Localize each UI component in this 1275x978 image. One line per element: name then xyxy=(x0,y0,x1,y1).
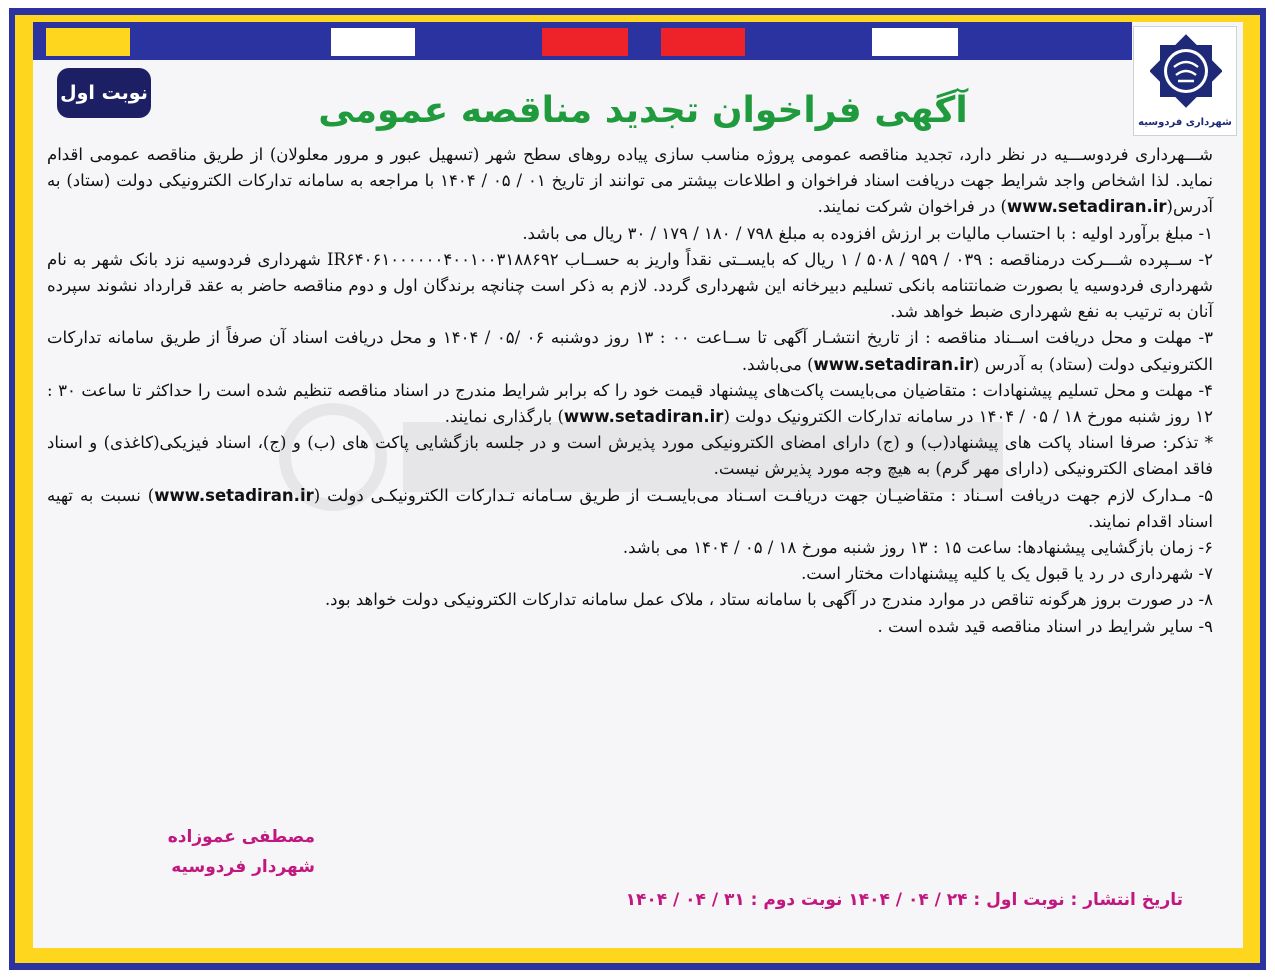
stripe-red xyxy=(661,28,745,56)
clause-text: ۲- ســپرده شـــرکت درمناقصه : ۰۳۹ / ۹۵۹ / ۵۰۸ / ۱ ریال که بایســتی نقداً واریز به حســاب IR۶۴۰۶۱۰۰۰۰۰۰۴۰۰۱۰۰۳۱۸۸۶۹۲ شهرداری فردوسیه نزد بانک شهر به نام شهرداری فردوسیه یا بصورت ضمانتنامه بانکی تسلیم دبیرخانه این شهرداری گردد. لازم به ذکر است چنانچه برندگان اول و دوم مناقصه حاضر به عقد قرارداد نشوند سپرده آنان به ترتیب به نفع شهرداری ضبط خواهد شد. xyxy=(47,249,1213,322)
signer-role: شهردار فردوسیه xyxy=(171,857,315,877)
stripe-red xyxy=(542,28,628,56)
clause-paragraph xyxy=(47,221,1213,247)
stripe-white xyxy=(331,28,415,56)
publication-dates: تاریخ انتشار : نوبت اول : ۲۴ / ۰۴ / ۱۴۰۴ نوبت دوم : ۳۱ / ۰۴ / ۱۴۰۴ xyxy=(625,890,1183,910)
stripe-white xyxy=(872,28,958,56)
clause-paragraph xyxy=(47,430,1213,482)
clause-paragraph xyxy=(47,587,1213,613)
signature-block xyxy=(55,822,315,882)
signer-name: مصطفی عموزاده xyxy=(167,827,315,847)
clause-text: ) در فراخوان شرکت نمایند. xyxy=(817,197,1007,217)
stripe-yellow xyxy=(46,28,130,56)
clause-paragraph xyxy=(47,325,1213,377)
clause-paragraph xyxy=(47,483,1213,535)
clause-text: ۶- زمان بازگشایی پیشنهادها: ساعت ۱۵ : ۱۳ روز شنبه مورخ ۱۸ / ۰۵ / ۱۴۰۴ می باشد. xyxy=(622,538,1213,558)
clause-paragraph xyxy=(47,247,1213,326)
announcement-title: آگهی فراخوان تجدید مناقصه عمومی xyxy=(318,90,968,131)
clause-text: ) بارگذاری نمایند. xyxy=(444,407,564,427)
clause-text: ) می‌باشد. xyxy=(741,354,814,374)
announcement-panel xyxy=(33,22,1243,948)
clause-paragraph xyxy=(47,535,1213,561)
clause-text: ) نسبت به تهیه اسناد اقدام نمایند. xyxy=(47,485,1213,531)
setadiran-link[interactable]: www.setadiran.ir xyxy=(154,485,314,505)
clause-paragraph xyxy=(47,561,1213,587)
top-color-bar xyxy=(33,22,1132,60)
setadiran-link[interactable]: www.setadiran.ir xyxy=(813,354,974,374)
notice-round-badge: نوبت اول xyxy=(57,68,151,118)
setadiran-link[interactable]: www.setadiran.ir xyxy=(1006,197,1167,217)
municipality-emblem-icon xyxy=(1150,31,1222,113)
setadiran-link[interactable]: www.setadiran.ir xyxy=(563,407,724,427)
clause-paragraph xyxy=(47,142,1213,221)
clause-text: ۵- مـدارک لازم جهت دریافت اسـناد : متقاضیـان جهت دریافـت اسـناد می‌بایسـت از طریق سـامانه تـدارکات الکترونیکـی دولت ( xyxy=(313,485,1213,505)
clause-text: ۴- مهلت و محل تسلیم پیشنهادات : متقاضیان می‌بایست پاکت‌های پیشنهاد قیمت خود را که برابر شرایط مندرج در اسناد مناقصه تنظیم شده است را حداکثر تا ساعت ۳۰ : ۱۲ روز شنبه مورخ ۱۸ / ۰۵ / ۱۴۰۴ در سامانه تدارکات الکترونیک دولت ( xyxy=(47,380,1213,427)
municipality-logo xyxy=(1133,26,1237,136)
clause-text: ۳- مهلت و محل دریافت اســناد مناقصه : از تاریخ انتشـار آگهی تا ســاعت ۰۰ : ۱۳ روز دوشنبه ۰۶ /۰۵ / ۱۴۰۴ و محل دریافت اسناد آن صرفاً از طریق سامانه تدارکات الکترونیکی دولت (ستاد) به آدرس ( xyxy=(47,328,1213,374)
clause-text: * تذکر: صرفا اسناد پاکت های پیشنهاد(ب) و (ج) دارای امضای الکترونیکی مورد پذیرش است و در جلسه بازگشایی پاکت های (ب) و (ج)، اسناد فیزیکی(کاغذی) و اسناد فاقد امضای الکترونیکی (دارای مهر گرم) به هیچ وجه مورد پذیرش نیست. xyxy=(47,433,1213,479)
logo-caption: شهرداری فردوسیه xyxy=(1138,117,1232,128)
clause-text: ۹- سایر شرایط در اسناد مناقصه قید شده است . xyxy=(877,616,1213,636)
clause-paragraph xyxy=(47,378,1213,430)
clause-text: ۱- مبلغ برآورد اولیه : با احتساب مالیات بر ارزش افزوده به مبلغ ۷۹۸ / ۱۸۰ / ۱۷۹ / ۳۰ ریال می باشد. xyxy=(522,223,1213,243)
announcement-body xyxy=(47,142,1213,640)
clause-paragraph xyxy=(47,614,1213,640)
clause-text: ۷- شهرداری در رد یا قبول یک یا کلیه پیشنهادات مختار است. xyxy=(801,564,1213,584)
clause-text: شـــهرداری فردوســـیه در نظر دارد، تجدید مناقصه عمومی پروژه مناسب سازی پیاده روهای سطح شهر (تسهیل عبور و مرور معلولان) از طریق مناقصه عمومی اقدام نماید. لذا اشخاص واجد شرایط جهت دریافت اسناد فراخوان و اطلاعات بیشتر می توانند از تاریخ ۰۱ / ۰۵ / ۱۴۰۴ با مراجعه به سامانه تدارکات الکترونیکی دولت (ستاد) به آدرس( xyxy=(47,145,1213,217)
clause-text: ۸- در صورت بروز هرگونه تناقص در موارد مندرج در آگهی با سامانه ستاد ، ملاک عمل سامانه تدارکات الکترونیکی دولت خواهد بود. xyxy=(324,590,1213,610)
